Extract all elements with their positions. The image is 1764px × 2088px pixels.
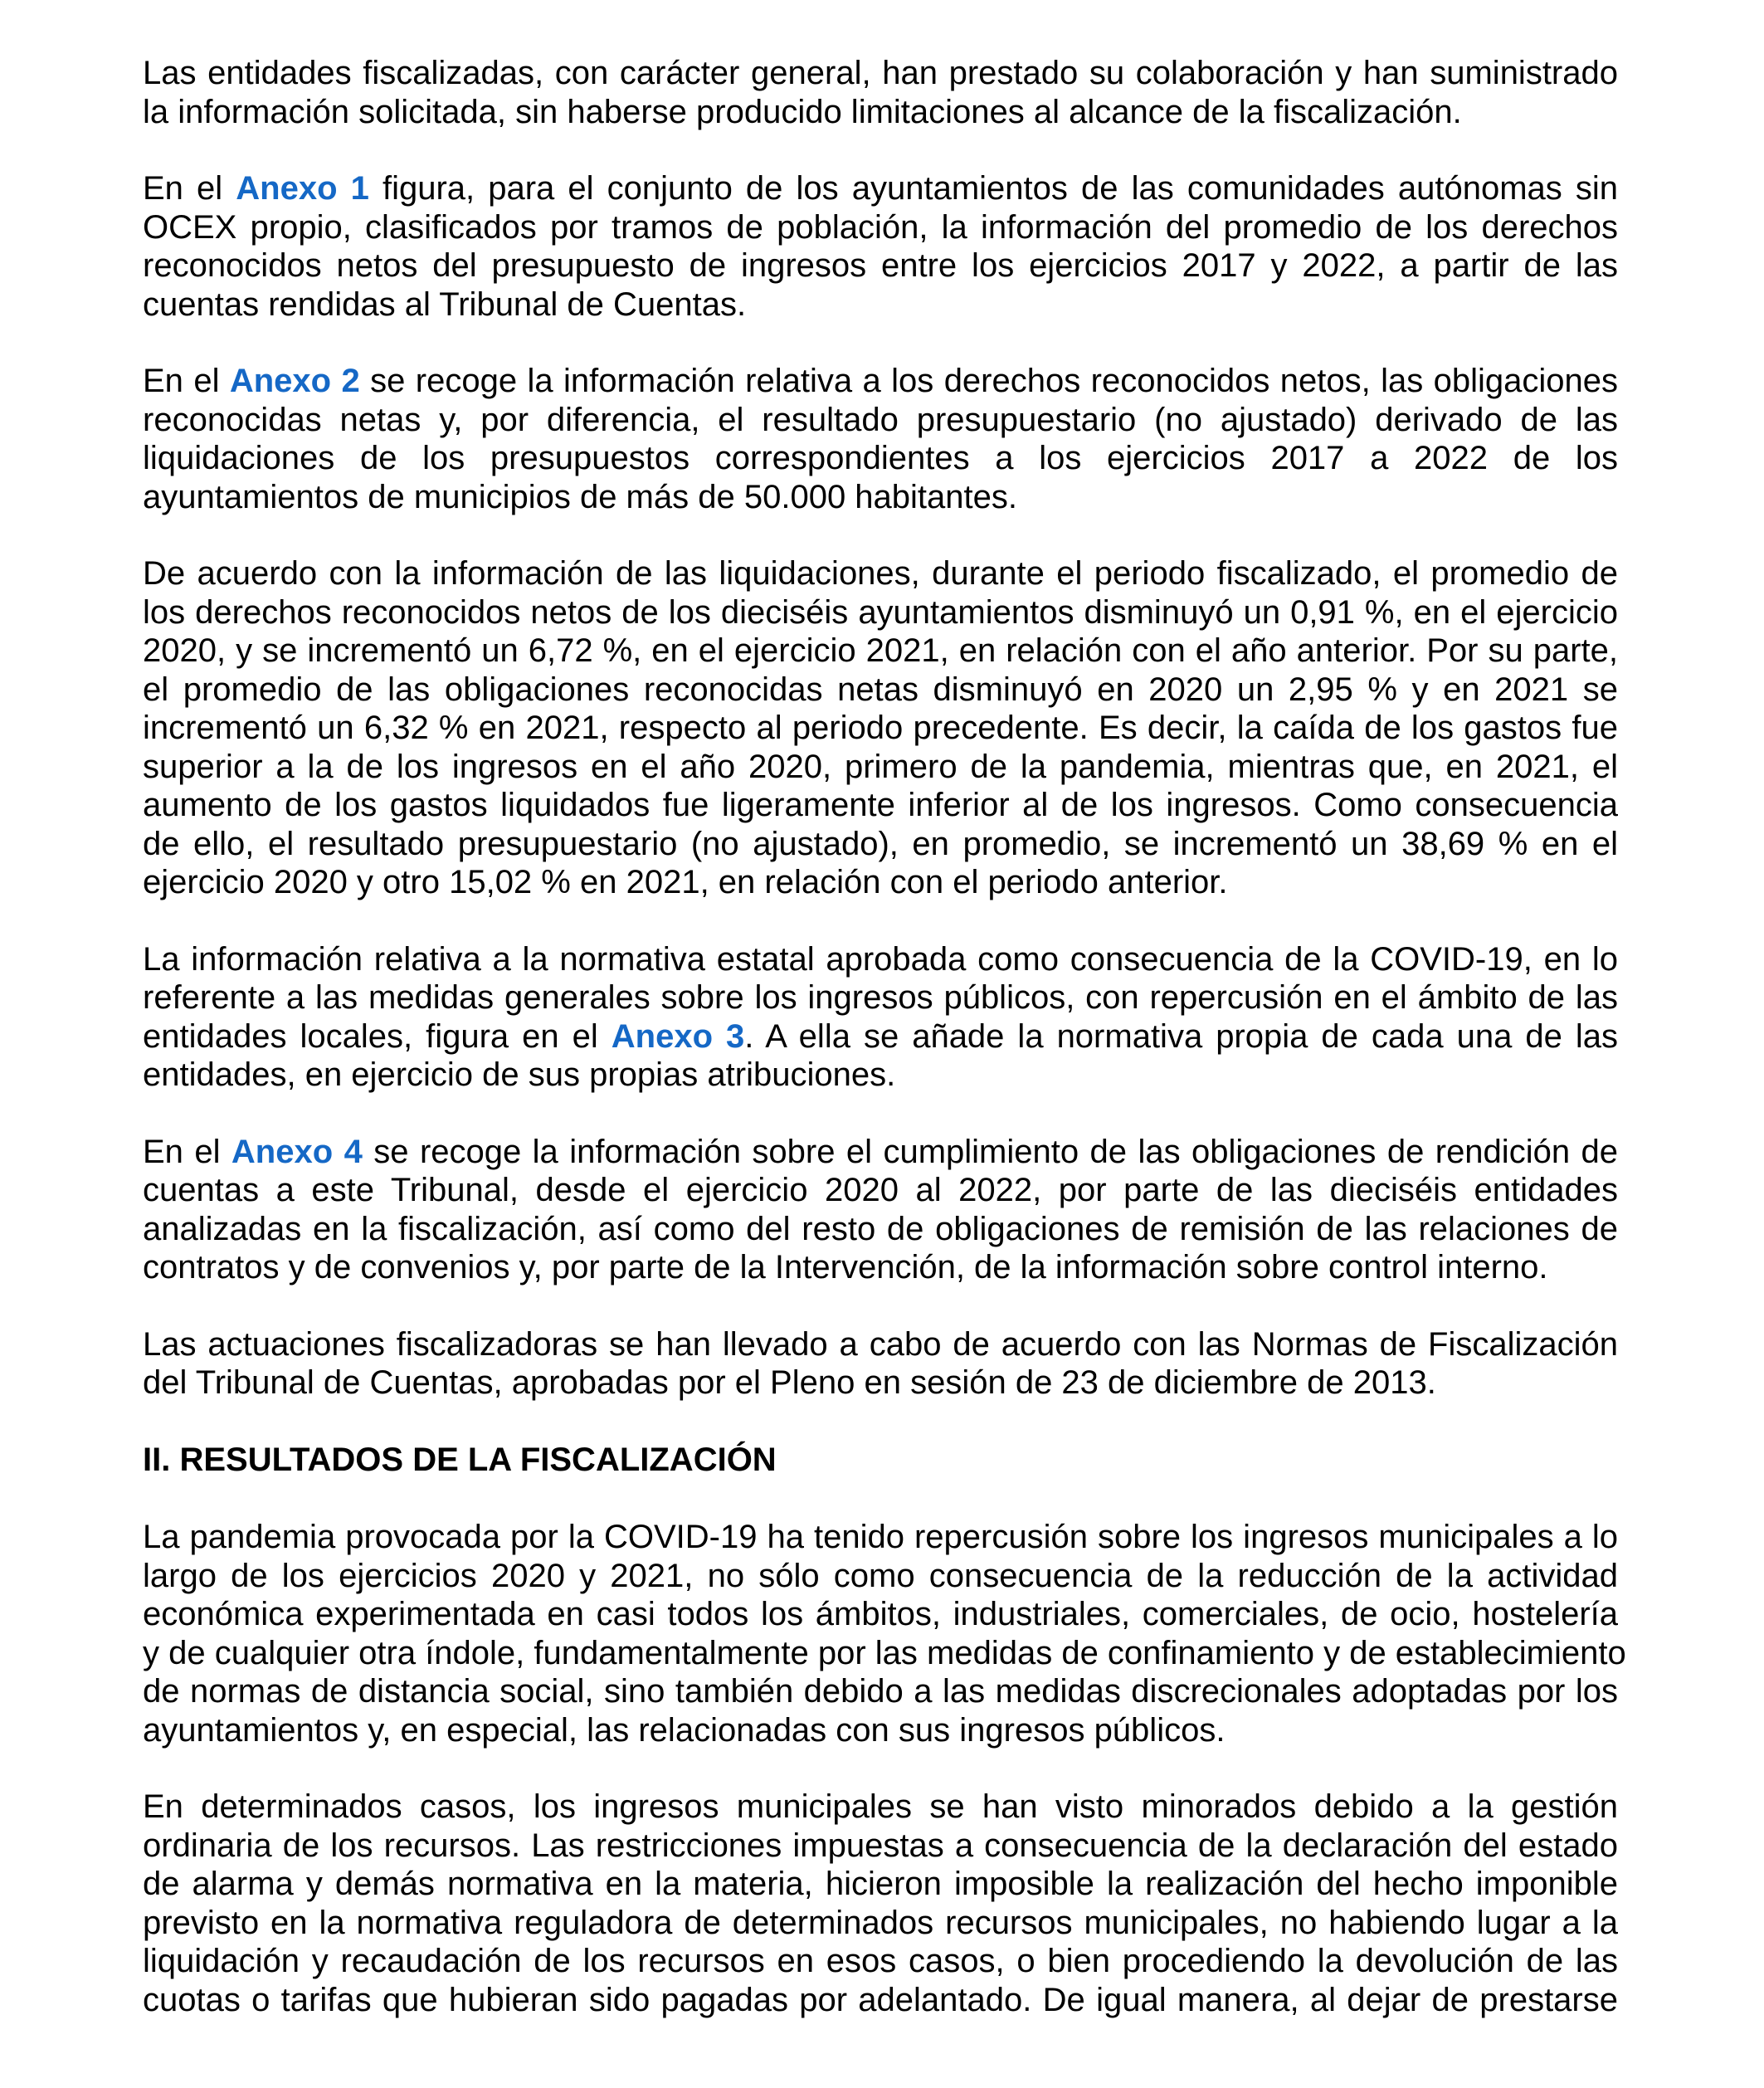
text-line — [143, 478, 1618, 517]
text: ayuntamientos y, en especial, las relacionadas con sus ingresos públicos. — [143, 1711, 1226, 1749]
text: En el — [143, 1133, 231, 1170]
anexo-2-link[interactable]: Anexo 2 — [229, 363, 360, 399]
text: figura, para el conjunto de los ayuntamientos de las comunidades autónomas sin — [368, 170, 1618, 207]
text-line — [143, 1942, 1618, 1981]
text-line — [143, 169, 1618, 208]
text-line — [143, 285, 1618, 324]
text-line — [143, 554, 1618, 593]
text-line — [143, 1827, 1618, 1866]
text-line — [143, 1171, 1618, 1210]
text-line — [143, 401, 1618, 440]
text: cuentas a este Tribunal, desde el ejercicio 2020 al 2022, por parte de las dieciséis entidades — [143, 1172, 1618, 1208]
text: liquidaciones de los presupuestos correspondientes a los ejercicios 2017 a 2022 de los — [143, 440, 1618, 476]
text-line — [143, 1865, 1618, 1904]
text: reconocidas netas y, por diferencia, el resultado presupuestario (no ajustado) derivado de las — [143, 401, 1618, 438]
text-line — [143, 1711, 1618, 1750]
text: previsto en la normativa reguladora de determinados recursos municipales, no habiendo lugar a la — [143, 1904, 1618, 1941]
text-line — [143, 593, 1618, 632]
paragraph-collaboration — [143, 54, 1618, 131]
paragraph-anexo-4 — [143, 1133, 1618, 1287]
paragraph-anexo-1 — [143, 169, 1618, 324]
text: de ello, el resultado presupuestario (no ajustado), en promedio, se incrementó un 38,69 % en el — [143, 825, 1618, 862]
text: aumento de los gastos liquidados fue ligeramente inferior al de los ingresos. Como consecuencia — [143, 787, 1618, 823]
text-line — [143, 709, 1618, 748]
text-line — [143, 1595, 1618, 1634]
text: del Tribunal de Cuentas, aprobadas por el Pleno en sesión de 23 de diciembre de 2013. — [143, 1364, 1436, 1401]
text-line — [143, 1634, 1626, 1673]
text-line — [143, 671, 1618, 710]
text-line — [143, 978, 1618, 1017]
anexo-1-link[interactable]: Anexo 1 — [236, 170, 369, 207]
text: referente a las medidas generales sobre los ingresos públicos, con repercusión en el ámbito de las — [143, 979, 1618, 1016]
text: superior a la de los ingresos en el año 2020, primero de la pandemia, mientras que, en 2021, el — [143, 748, 1618, 785]
text: Las actuaciones fiscalizadoras se han llevado a cabo de acuerdo con las Normas de Fiscalización — [143, 1325, 1618, 1363]
text: 2020, y se incrementó un 6,72 %, en el ejercicio 2021, en relación con el año anterior. Por su parte, — [143, 632, 1618, 669]
text: y de cualquier otra índole, fundamentalmente por las medidas de confinamiento y de establecimiento — [143, 1634, 1626, 1671]
text-line — [143, 1981, 1618, 2020]
text-line — [143, 1017, 1618, 1056]
text: entidades locales, figura en el — [143, 1017, 612, 1055]
text: Las entidades fiscalizadas, con carácter general, han prestado su colaboración y han suministrado — [143, 55, 1618, 91]
text: incrementó un 6,32 % en 2021, respecto al periodo precedente. Es decir, la caída de los gastos fue — [143, 710, 1618, 746]
text-line — [143, 786, 1618, 825]
text: se recoge la información relativa a los derechos reconocidos netos, las obligaciones — [359, 363, 1618, 399]
text-line — [143, 1056, 1618, 1095]
section-heading: II. RESULTADOS DE LA FISCALIZACIÓN — [143, 1441, 777, 1478]
text-line — [143, 825, 1618, 864]
text: entidades, en ejercicio de sus propias atribuciones. — [143, 1056, 896, 1093]
text: cuotas o tarifas que hubieran sido pagadas por adelantado. De igual manera, al dejar de prestarse — [143, 1981, 1618, 2018]
text: En el — [143, 170, 236, 207]
paragraph-liquidaciones — [143, 554, 1618, 902]
text-line — [143, 1788, 1618, 1827]
text-line — [143, 940, 1618, 979]
paragraph-pandemia — [143, 1518, 1626, 1749]
text: La pandemia provocada por la COVID-19 ha tenido repercusión sobre los ingresos municipales a lo — [143, 1519, 1618, 1555]
text: reconocidos netos del presupuesto de ingresos entre los ejercicios 2017 y 2022, a partir de las — [143, 247, 1618, 284]
text-line — [143, 1557, 1618, 1596]
paragraph-determinados-casos — [143, 1788, 1618, 2019]
text: de alarma y demás normativa en la materia, hicieron imposible la realización del hecho imponible — [143, 1866, 1618, 1902]
text-line — [143, 748, 1618, 787]
text: En determinados casos, los ingresos municipales se han visto minorados debido a la gestión — [143, 1788, 1618, 1825]
document-page — [143, 54, 1626, 2057]
text-line — [143, 1133, 1618, 1172]
text: se recoge la información sobre el cumplimiento de las obligaciones de rendición de — [362, 1133, 1618, 1170]
text-line — [143, 246, 1618, 285]
anexo-4-link[interactable]: Anexo 4 — [231, 1133, 363, 1170]
text: analizadas en la fiscalización, así como del resto de obligaciones de remisión de las relaciones de — [143, 1210, 1618, 1247]
text: ayuntamientos de municipios de más de 50.000 habitantes. — [143, 478, 1018, 515]
text-line — [143, 93, 1618, 132]
paragraph-anexo-2 — [143, 362, 1618, 516]
text-line — [143, 54, 1618, 93]
text: la información solicitada, sin haberse producido limitaciones al alcance de la fiscalización. — [143, 93, 1462, 130]
text-line — [143, 1248, 1618, 1287]
text: cuentas rendidas al Tribunal de Cuentas. — [143, 285, 747, 323]
text-line — [143, 1672, 1618, 1711]
text-line — [143, 362, 1618, 401]
text: De acuerdo con la información de las liquidaciones, durante el periodo fiscalizado, el promedio de — [143, 555, 1618, 592]
text: . A ella se añade la normativa propia de cada una de las — [744, 1017, 1618, 1055]
text-line — [143, 1518, 1618, 1557]
text-line — [143, 1210, 1618, 1249]
text-line — [143, 1364, 1618, 1403]
text: largo de los ejercicios 2020 y 2021, no sólo como consecuencia de la reducción de la actividad — [143, 1557, 1618, 1594]
text: de normas de distancia social, sino también debido a las medidas discrecionales adoptadas por los — [143, 1673, 1618, 1710]
text: OCEX propio, clasificados por tramos de población, la información del promedio de los derechos — [143, 208, 1618, 246]
text-line — [143, 863, 1618, 902]
text: contratos y de convenios y, por parte de la Intervención, de la información sobre control interno. — [143, 1249, 1548, 1285]
text: La información relativa a la normativa estatal aprobada como consecuencia de la COVID-19, en lo — [143, 940, 1618, 978]
text: ejercicio 2020 y otro 15,02 % en 2021, en relación con el periodo anterior. — [143, 864, 1228, 900]
text-line — [143, 1325, 1618, 1364]
text-line — [143, 208, 1618, 247]
text: En el — [143, 363, 230, 399]
text: liquidación y recaudación de los recursos en esos casos, o bien procediendo la devolución de las — [143, 1943, 1618, 1979]
paragraph-anexo-3 — [143, 940, 1618, 1095]
text: económica experimentada en casi todos los ámbitos, industriales, comerciales, de ocio, hostelería — [143, 1596, 1618, 1632]
text-line — [143, 439, 1618, 478]
text: ordinaria de los recursos. Las restricciones impuestas a consecuencia de la declaración del estado — [143, 1827, 1618, 1864]
text: el promedio de las obligaciones reconocidas netas disminuyó en 2020 un 2,95 % y en 2021 se — [143, 671, 1618, 708]
paragraph-normas — [143, 1325, 1618, 1403]
text: los derechos reconocidos netos de los dieciséis ayuntamientos disminuyó un 0,91 %, en el ejercicio — [143, 593, 1618, 631]
text-line — [143, 632, 1618, 671]
anexo-3-link[interactable]: Anexo 3 — [611, 1017, 745, 1055]
text-line — [143, 1904, 1618, 1943]
